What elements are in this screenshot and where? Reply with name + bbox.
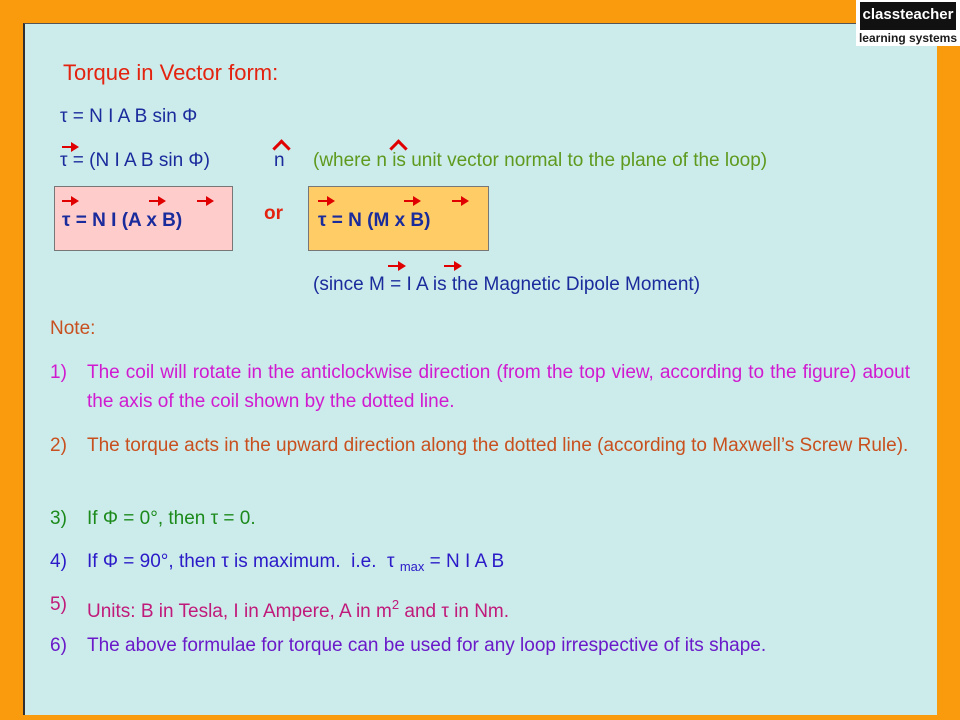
formula-area-text: τ = N I (A x B): [62, 210, 183, 231]
note-text: [87, 590, 910, 626]
unit-vector-n: n: [274, 150, 285, 171]
note-number: 5): [50, 594, 67, 615]
note-superscript: 2: [391, 597, 400, 612]
logo-wordmark: classteacher: [860, 2, 956, 30]
or-label: or: [264, 203, 283, 224]
vector-arrow-icon: [404, 200, 414, 202]
dipole-moment-note: (since M = I A is the Magnetic Dipole Moment): [313, 274, 701, 295]
formula-moment-text: τ = N (M x B): [318, 210, 431, 231]
equation-note: (where n is unit vector normal to the plane of the loop): [313, 150, 768, 171]
equation-vector-normal: τ = (N I A B sin Φ): [60, 150, 210, 171]
equation-scalar: τ = N I A B sin Φ: [60, 106, 198, 127]
vector-arrow-icon: [388, 265, 399, 267]
vector-arrow-icon: [197, 200, 207, 202]
vector-arrow-icon: [318, 200, 328, 202]
classteacher-logo: [856, 0, 960, 46]
note-text-part: If Φ = 90°, then τ is maximum. i.e. τ: [87, 551, 400, 572]
note-number: 6): [50, 635, 67, 656]
note-number: 3): [50, 508, 67, 529]
note-text-part: and τ in Nm.: [399, 601, 510, 622]
logo-tagline: learning systems: [858, 31, 958, 45]
slide-title: Torque in Vector form:: [63, 60, 279, 85]
note-label: Note:: [50, 318, 96, 339]
note-text-part: Units: B in Tesla, I in Ampere, A in m: [87, 601, 392, 622]
vector-arrow-icon: [444, 265, 455, 267]
note-number: 4): [50, 551, 67, 572]
note-number: 2): [50, 435, 67, 456]
vector-arrow-icon: [62, 146, 72, 148]
note-text: The torque acts in the upward direction along the dotted line (according to Maxwell’s Screw Rule).: [87, 435, 909, 456]
vector-arrow-icon: [452, 200, 462, 202]
vector-arrow-icon: [62, 200, 72, 202]
note-subscript: max: [399, 559, 425, 574]
note-text: [87, 547, 910, 581]
note-text: The coil will rotate in the anticlockwise direction (from the top view, according to the figure) about the axis of the coil shown by the dotted line.: [87, 362, 910, 412]
note-number: 1): [50, 362, 67, 383]
note-text: The above formulae for torque can be used for any loop irrespective of its shape.: [87, 635, 767, 656]
note-text-part: = N I A B: [424, 551, 505, 572]
vector-arrow-icon: [149, 200, 159, 202]
note-text: If Φ = 0°, then τ = 0.: [87, 508, 256, 529]
